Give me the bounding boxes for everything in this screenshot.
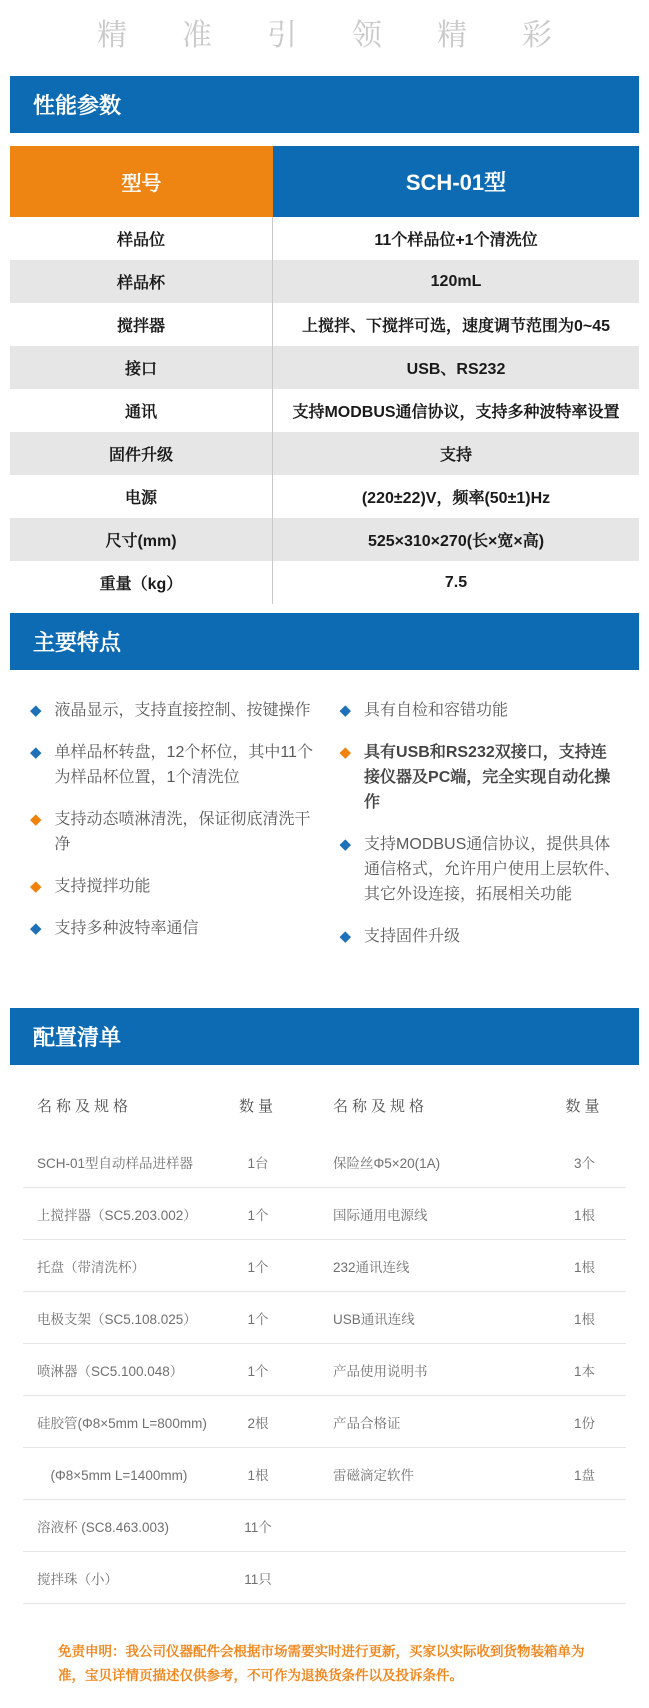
item-quantity: 1个	[247, 1311, 269, 1327]
item-quantity: 11只	[244, 1571, 272, 1587]
diamond-bullet-icon: ◆	[339, 928, 352, 945]
feature-item	[340, 698, 622, 723]
feature-text: 支持多种波特率通信	[54, 920, 199, 937]
spec-row	[10, 303, 639, 346]
feature-text: 液晶显示，支持直接控制、按键操作	[54, 702, 311, 719]
item-name: SCH-01型自动样品进样器	[37, 1155, 194, 1171]
item-quantity: 1根	[247, 1467, 269, 1483]
feature-item	[30, 874, 326, 899]
item-name: 硅胶管(Φ8×5mm L=800mm)	[37, 1415, 207, 1431]
spec-label: 通讯	[10, 389, 273, 432]
packing-row	[23, 1344, 626, 1396]
spec-value: USB、RS232	[406, 361, 506, 378]
disclaimer-text: 免责申明：我公司仪器配件会根据市场需要实时进行更新，买家以实际收到货物装箱单为准，宝贝详情页描述仅供参考，不可作为退换货条件以及投诉条件。	[58, 1644, 585, 1683]
diamond-bullet-icon: ◆	[339, 702, 352, 719]
diamond-bullet-icon: ◆	[30, 702, 42, 719]
packing-row	[23, 1500, 626, 1552]
packing-col-header: 名称及规格	[37, 1098, 133, 1115]
model-label-cell: 型号	[10, 146, 273, 217]
section-title-packing: 配置清单	[33, 1025, 122, 1050]
item-name: 托盘（带清洗杯）	[37, 1259, 145, 1275]
feature-text: 支持固件升级	[364, 928, 461, 945]
feature-text: 支持动态喷淋清洗，保证彻底清洗干净	[54, 811, 311, 853]
item-quantity: 1个	[247, 1363, 269, 1379]
item-quantity: 1个	[247, 1259, 269, 1275]
packing-col-header: 数量	[238, 1098, 277, 1115]
feature-text: 单样品杯转盘，12个杯位，其中11个为样品杯位置，1个清洗位	[54, 744, 313, 786]
item-name: (Φ8×5mm L=1400mm)	[37, 1467, 188, 1483]
item-quantity: 1台	[247, 1155, 269, 1171]
packing-row	[23, 1448, 626, 1500]
packing-row	[23, 1188, 626, 1240]
spec-label: 重量（kg）	[10, 561, 273, 604]
item-name: 产品合格证	[333, 1415, 401, 1431]
feature-text: 支持搅拌功能	[54, 878, 151, 895]
packing-col-header: 数量	[565, 1098, 604, 1115]
diamond-bullet-icon: ◆	[30, 744, 42, 761]
spec-value: 支持MODBUS通信协议，支持多种波特率设置	[292, 404, 620, 421]
spec-label: 样品杯	[10, 260, 273, 303]
item-quantity: 1根	[573, 1311, 595, 1327]
item-quantity: 1本	[573, 1363, 595, 1379]
spec-row	[10, 260, 639, 303]
diamond-bullet-icon: ◆	[30, 920, 42, 937]
section-header-specs	[10, 76, 639, 133]
section-header-features	[10, 613, 639, 670]
spec-row	[10, 561, 639, 604]
spec-value: (220±22)V，频率(50±1)Hz	[361, 490, 551, 507]
spec-label: 电源	[10, 475, 273, 518]
packing-row	[23, 1552, 626, 1604]
item-quantity: 1盘	[573, 1467, 595, 1483]
packing-row	[23, 1136, 626, 1188]
item-name: 雷磁滴定软件	[333, 1467, 414, 1483]
feature-item	[30, 916, 326, 941]
diamond-bullet-icon: ◆	[30, 878, 42, 895]
item-name: 保险丝Φ5×20(1A)	[333, 1155, 441, 1171]
packing-row	[23, 1396, 626, 1448]
item-quantity: 3个	[573, 1155, 595, 1171]
packing-header-row	[23, 1065, 626, 1136]
diamond-bullet-icon: ◆	[339, 744, 352, 761]
item-name: 上搅拌器（SC5.203.002）	[37, 1207, 197, 1223]
item-name: 溶液杯 (SC8.463.003)	[37, 1519, 170, 1535]
spec-row	[10, 475, 639, 518]
item-name: 产品使用说明书	[333, 1363, 428, 1379]
item-quantity: 2根	[247, 1415, 269, 1431]
features-left-column	[30, 698, 326, 966]
packing-list	[23, 1065, 626, 1604]
item-name: 电极支架（SC5.108.025）	[37, 1311, 197, 1327]
spec-value: 11个样品位+1个清洗位	[374, 232, 538, 249]
packing-row	[23, 1240, 626, 1292]
spec-label: 搅拌器	[10, 303, 273, 346]
section-title-features: 主要特点	[33, 630, 122, 655]
spec-table	[10, 146, 639, 604]
spec-row	[10, 518, 639, 561]
spec-row	[10, 432, 639, 475]
feature-item	[30, 740, 326, 790]
item-name: 国际通用电源线	[333, 1207, 428, 1223]
feature-item	[30, 807, 326, 857]
spec-label: 样品位	[10, 217, 273, 260]
spec-value: 支持	[439, 447, 472, 464]
model-value-cell: SCH-01型	[273, 146, 639, 217]
spec-value: 525×310×270(长×宽×高)	[367, 533, 545, 550]
feature-text: 具有USB和RS232双接口，支持连接仪器及PC端，完全实现自动化操作	[364, 744, 611, 811]
item-name: USB通讯连线	[333, 1311, 415, 1327]
packing-col-header: 名称及规格	[333, 1098, 429, 1115]
spec-value: 7.5	[444, 573, 468, 591]
item-quantity: 1个	[247, 1207, 269, 1223]
item-quantity: 1份	[573, 1415, 595, 1431]
section-header-packing	[10, 1008, 639, 1065]
spec-row	[10, 217, 639, 260]
item-quantity: 1根	[573, 1207, 595, 1223]
feature-item	[30, 698, 326, 723]
feature-item	[340, 740, 622, 815]
features-right-column	[326, 698, 622, 966]
feature-item	[340, 832, 622, 907]
features-list	[0, 670, 649, 988]
spec-row	[10, 389, 639, 432]
diamond-bullet-icon: ◆	[339, 836, 352, 853]
feature-text: 具有自检和容错功能	[364, 702, 509, 719]
feature-text: 支持MODBUS通信协议，提供具体通信格式，允许用户使用上层软件、其它外设连接，拓展相关功能	[364, 836, 621, 903]
diamond-bullet-icon: ◆	[30, 811, 42, 828]
item-name: 喷淋器（SC5.100.048）	[37, 1363, 184, 1379]
spec-value: 120mL	[430, 272, 482, 290]
item-quantity: 11个	[244, 1519, 272, 1535]
spec-label: 固件升级	[10, 432, 273, 475]
item-quantity: 1根	[573, 1259, 595, 1275]
packing-row	[23, 1292, 626, 1344]
spec-label: 尺寸(mm)	[10, 518, 273, 561]
spec-label: 接口	[10, 346, 273, 389]
spec-row	[10, 346, 639, 389]
watermark-slogan: 精准引领精彩	[97, 19, 607, 52]
section-title-specs: 性能参数	[33, 93, 122, 118]
feature-item	[340, 924, 622, 949]
spec-value: 上搅拌、下搅拌可选，速度调节范围为0~45	[301, 318, 611, 335]
item-name: 搅拌珠（小）	[37, 1571, 118, 1587]
spec-table-header	[10, 146, 639, 217]
item-name: 232通讯连线	[333, 1259, 410, 1275]
